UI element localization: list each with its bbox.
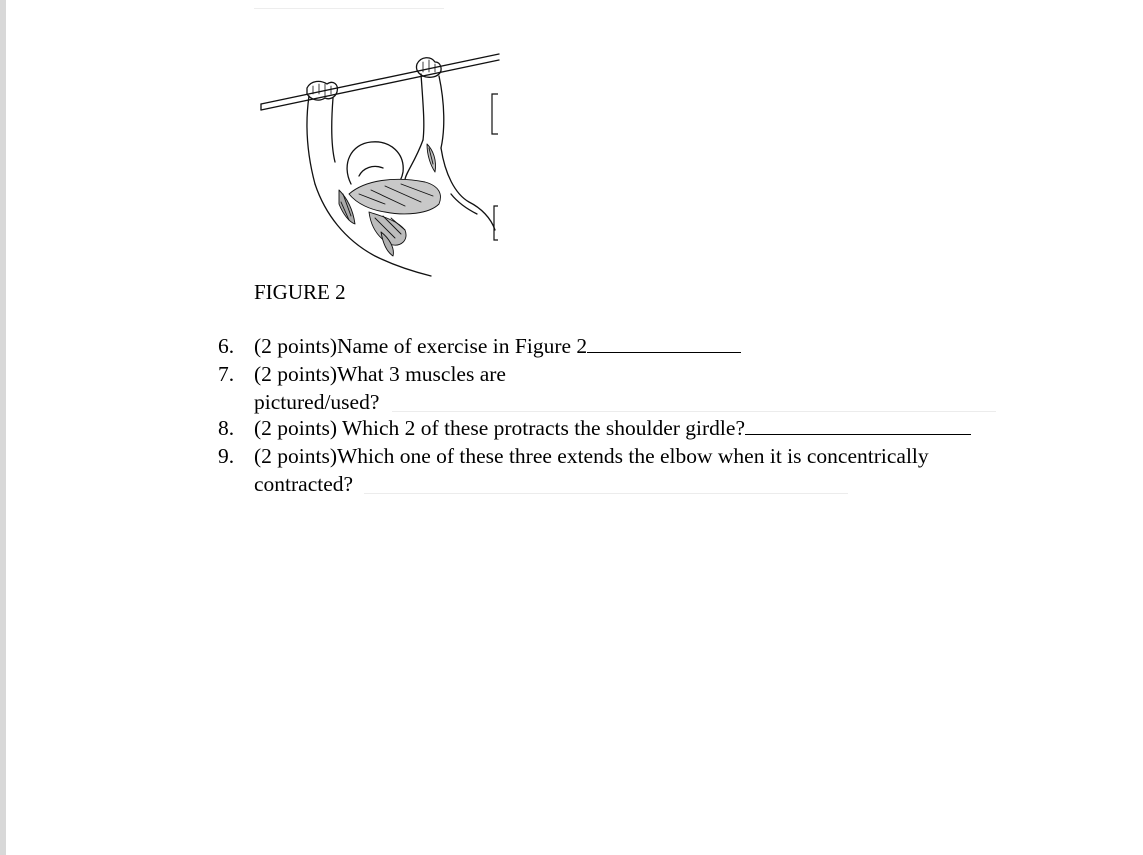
question-number: 9. [218, 444, 235, 468]
question-9-continuation [254, 470, 353, 498]
question-text: (2 points)What 3 muscles are [254, 362, 506, 386]
question-text: (2 points) Which 2 of these protracts the shoulder girdle? [254, 416, 745, 440]
answer-line[interactable] [364, 493, 848, 494]
question-7-continuation [254, 388, 379, 416]
figure-caption: FIGURE 2 [254, 280, 346, 304]
answer-line[interactable] [392, 411, 996, 412]
document-left-border [0, 0, 6, 855]
question-number: 6. [218, 334, 235, 358]
pullup-bar [261, 54, 499, 104]
question-number: 8. [218, 416, 235, 440]
question-text: (2 points)Name of exercise in Figure 2 [254, 334, 588, 358]
question-number: 7. [218, 362, 235, 386]
pullup-figure-image [255, 44, 503, 280]
left-arm [307, 96, 315, 184]
question-text: (2 points)Which one of these three extends the elbow when it is concentrically [254, 444, 929, 468]
label-bracket-lower [494, 206, 498, 240]
top-divider [254, 8, 444, 9]
question-9 [254, 442, 929, 470]
answer-blank[interactable] [587, 332, 741, 353]
right-arm [421, 74, 424, 140]
label-bracket-upper [492, 94, 498, 134]
question-6 [254, 332, 741, 360]
right-arm-muscle [427, 144, 436, 172]
question-7 [254, 360, 506, 388]
question-text: contracted? [254, 472, 354, 496]
answer-blank[interactable] [745, 414, 971, 435]
question-text: pictured/used? [254, 390, 380, 414]
latissimus-muscle [349, 179, 440, 214]
question-8 [254, 414, 971, 442]
